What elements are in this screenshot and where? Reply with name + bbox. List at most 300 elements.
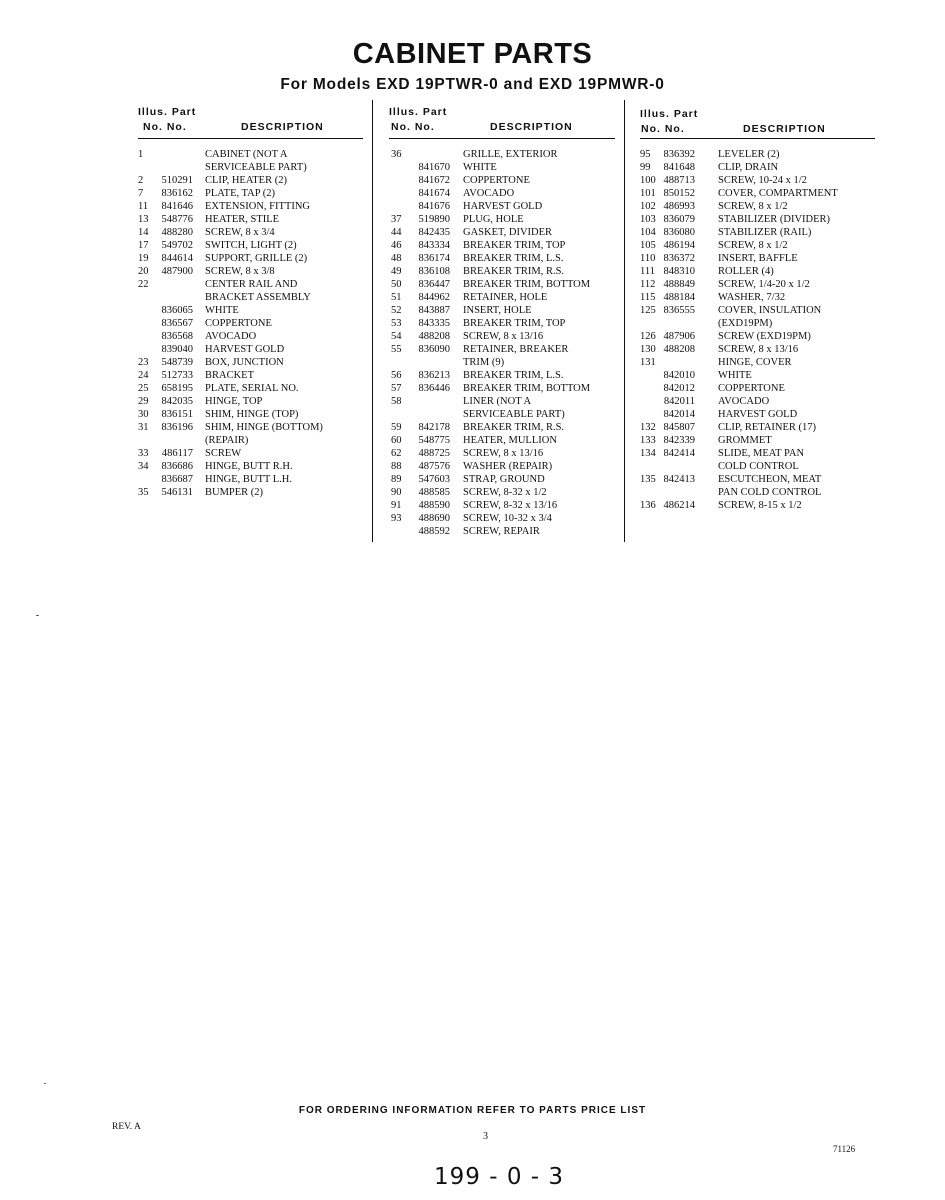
part-number: 512733 xyxy=(161,370,193,381)
header-no-no: No. No. xyxy=(391,121,435,133)
part-description: SUPPORT, GRILLE (2) xyxy=(205,253,308,264)
part-number: 488590 xyxy=(418,500,450,511)
part-description: CLIP, DRAIN xyxy=(718,162,779,173)
part-number: 836162 xyxy=(161,188,193,199)
illus-number: 110 xyxy=(640,253,656,264)
part-row xyxy=(138,291,363,304)
part-number: 836372 xyxy=(663,253,695,264)
illus-number: 93 xyxy=(391,513,402,524)
part-description: COLD CONTROL xyxy=(718,461,799,472)
part-number: 488280 xyxy=(161,227,193,238)
illus-number: 104 xyxy=(640,227,656,238)
part-description: WHITE xyxy=(463,162,497,173)
part-row xyxy=(138,148,363,161)
part-row xyxy=(389,486,615,499)
part-row xyxy=(389,356,615,369)
part-row xyxy=(640,447,875,460)
part-description: COVER, INSULATION xyxy=(718,305,822,316)
part-row xyxy=(640,369,875,382)
part-description: EXTENSION, FITTING xyxy=(205,201,310,212)
part-row xyxy=(640,330,875,343)
part-number: 836447 xyxy=(418,279,450,290)
part-number: 486214 xyxy=(663,500,695,511)
part-description: SCREW, 8 x 3/8 xyxy=(205,266,275,277)
illus-number: 2 xyxy=(138,175,144,186)
part-description: BREAKER TRIM, L.S. xyxy=(463,253,564,264)
part-row xyxy=(138,434,363,447)
part-number: 836065 xyxy=(161,305,193,316)
part-row xyxy=(389,421,615,434)
illus-number: 101 xyxy=(640,188,656,199)
part-description: RETAINER, BREAKER xyxy=(463,344,569,355)
part-number: 848310 xyxy=(663,266,695,277)
part-description: BRACKET ASSEMBLY xyxy=(205,292,311,303)
part-row xyxy=(138,460,363,473)
part-number: 487576 xyxy=(418,461,450,472)
part-description: RETAINER, HOLE xyxy=(463,292,548,303)
illus-number: 46 xyxy=(391,240,402,251)
part-number: 488690 xyxy=(418,513,450,524)
part-row xyxy=(389,460,615,473)
revision-label: REV. A xyxy=(112,1122,141,1132)
part-row xyxy=(138,421,363,434)
ordering-note: FOR ORDERING INFORMATION REFER TO PARTS PRICE LIST xyxy=(298,1105,647,1116)
part-description: INSERT, HOLE xyxy=(463,305,532,316)
part-row xyxy=(138,343,363,356)
illus-number: 60 xyxy=(391,435,402,446)
part-number: 836568 xyxy=(161,331,193,342)
part-row xyxy=(138,382,363,395)
part-row xyxy=(640,291,875,304)
part-number: 842339 xyxy=(663,435,695,446)
page-number: 3 xyxy=(483,1131,488,1142)
part-row xyxy=(389,161,615,174)
part-row xyxy=(138,278,363,291)
part-description: SCREW, 8-15 x 1/2 xyxy=(718,500,802,511)
part-number: 488849 xyxy=(663,279,695,290)
part-number: 842178 xyxy=(418,422,450,433)
part-row xyxy=(389,304,615,317)
parts-list xyxy=(138,148,363,499)
part-row xyxy=(640,187,875,200)
illus-number: 53 xyxy=(391,318,402,329)
part-description: COVER, COMPARTMENT xyxy=(718,188,838,199)
part-row xyxy=(138,265,363,278)
part-number: 488713 xyxy=(663,175,695,186)
illus-number: 133 xyxy=(640,435,656,446)
part-description: INSERT, BAFFLE xyxy=(718,253,798,264)
part-number: 841646 xyxy=(161,201,193,212)
part-number: 841672 xyxy=(418,175,450,186)
part-row xyxy=(640,408,875,421)
part-row xyxy=(389,343,615,356)
illus-number: 102 xyxy=(640,201,656,212)
illus-number: 23 xyxy=(138,357,149,368)
illus-number: 1 xyxy=(138,149,144,160)
part-row xyxy=(138,161,363,174)
part-row xyxy=(640,213,875,226)
part-description: SCREW, 8-32 x 1/2 xyxy=(463,487,547,498)
part-row xyxy=(138,330,363,343)
illus-number: 13 xyxy=(138,214,149,225)
scan-speck xyxy=(44,1083,46,1084)
parts-list xyxy=(640,148,875,512)
part-row xyxy=(138,226,363,239)
part-number: 546131 xyxy=(161,487,193,498)
illus-number: 51 xyxy=(391,292,402,303)
part-row xyxy=(640,317,875,330)
part-description: BOX, JUNCTION xyxy=(205,357,284,368)
illus-number: 88 xyxy=(391,461,402,472)
part-row xyxy=(138,486,363,499)
part-number: 842413 xyxy=(663,474,695,485)
part-description: SCREW, 8 x 13/16 xyxy=(463,448,544,459)
part-row xyxy=(640,200,875,213)
part-number: 841674 xyxy=(418,188,450,199)
part-number: 836446 xyxy=(418,383,450,394)
part-description: COPPERTONE xyxy=(718,383,785,394)
part-number: 842014 xyxy=(663,409,695,420)
header-illus-part: Illus. Part xyxy=(389,106,448,118)
part-row xyxy=(389,278,615,291)
part-row xyxy=(389,525,615,538)
illus-number: 135 xyxy=(640,474,656,485)
part-description: BRACKET xyxy=(205,370,255,381)
part-row xyxy=(138,174,363,187)
part-description: HINGE, BUTT L.H. xyxy=(205,474,293,485)
illus-number: 50 xyxy=(391,279,402,290)
part-description: SCREW, 10-32 x 3/4 xyxy=(463,513,552,524)
part-description: SCREW, 8 x 1/2 xyxy=(718,201,788,212)
column-divider xyxy=(624,100,625,542)
part-description: BREAKER TRIM, BOTTOM xyxy=(463,383,591,394)
part-number: 836090 xyxy=(418,344,450,355)
illus-number: 105 xyxy=(640,240,656,251)
illus-number: 62 xyxy=(391,448,402,459)
part-number: 488208 xyxy=(418,331,450,342)
part-row xyxy=(138,200,363,213)
part-row xyxy=(389,447,615,460)
part-number: 519890 xyxy=(418,214,450,225)
illus-number: 49 xyxy=(391,266,402,277)
part-description: SCREW, 8 x 13/16 xyxy=(463,331,544,342)
part-row xyxy=(389,395,615,408)
illus-number: 54 xyxy=(391,331,402,342)
part-description: GROMMET xyxy=(718,435,772,446)
part-number: 488592 xyxy=(418,526,450,537)
part-description: AVOCADO xyxy=(205,331,257,342)
part-row xyxy=(640,395,875,408)
part-number: 486194 xyxy=(663,240,695,251)
illus-number: 134 xyxy=(640,448,656,459)
part-description: ROLLER (4) xyxy=(718,266,774,277)
part-description: STABILIZER (RAIL) xyxy=(718,227,812,238)
header-description: DESCRIPTION xyxy=(490,121,573,133)
part-description: COPPERTONE xyxy=(463,175,530,186)
part-row xyxy=(640,486,875,499)
part-row xyxy=(138,252,363,265)
part-row xyxy=(389,265,615,278)
header-illus-part: Illus. Part xyxy=(640,108,699,120)
part-row xyxy=(389,226,615,239)
part-description: BREAKER TRIM, BOTTOM xyxy=(463,279,591,290)
part-description: GRILLE, EXTERIOR xyxy=(463,149,558,160)
header-rule xyxy=(389,138,615,139)
column-header xyxy=(138,106,363,140)
part-number: 842011 xyxy=(663,396,695,407)
part-description: PLATE, SERIAL NO. xyxy=(205,383,299,394)
part-number: 836687 xyxy=(161,474,193,485)
page-title: CABINET PARTS xyxy=(352,38,593,70)
part-number: 548775 xyxy=(418,435,450,446)
column-header xyxy=(640,106,875,140)
part-number: 843887 xyxy=(418,305,450,316)
illus-number: 34 xyxy=(138,461,149,472)
part-number: 836686 xyxy=(161,461,193,472)
header-no-no: No. No. xyxy=(641,123,685,135)
illus-number: 111 xyxy=(640,266,655,277)
part-number: 488208 xyxy=(663,344,695,355)
illus-number: 103 xyxy=(640,214,656,225)
part-row xyxy=(640,499,875,512)
scan-speck xyxy=(36,615,39,616)
part-description: SCREW, 8 x 1/2 xyxy=(718,240,788,251)
illus-number: 130 xyxy=(640,344,656,355)
header-illus-part: Illus. Part xyxy=(138,106,197,118)
part-number: 836151 xyxy=(161,409,193,420)
part-description: CLIP, RETAINER (17) xyxy=(718,422,817,433)
part-number: 839040 xyxy=(161,344,193,355)
part-description: BUMPER (2) xyxy=(205,487,264,498)
part-number: 850152 xyxy=(663,188,695,199)
part-row xyxy=(389,512,615,525)
part-row xyxy=(389,369,615,382)
part-number: 841670 xyxy=(418,162,450,173)
part-description: SCREW (EXD19PM) xyxy=(718,331,811,342)
illus-number: 36 xyxy=(391,149,402,160)
part-description: HARVEST GOLD xyxy=(718,409,798,420)
part-description: CENTER RAIL AND xyxy=(205,279,298,290)
parts-column-3 xyxy=(640,106,875,512)
illus-number: 115 xyxy=(640,292,656,303)
part-number: 487906 xyxy=(663,331,695,342)
part-description: WASHER (REPAIR) xyxy=(463,461,553,472)
part-description: LEVELER (2) xyxy=(718,149,780,160)
part-description: SCREW, 8 x 13/16 xyxy=(718,344,799,355)
part-description: COPPERTONE xyxy=(205,318,272,329)
part-row xyxy=(138,239,363,252)
part-number: 842012 xyxy=(663,383,695,394)
part-number: 486117 xyxy=(161,448,193,459)
part-row xyxy=(138,187,363,200)
part-row xyxy=(640,252,875,265)
part-description: BREAKER TRIM, R.S. xyxy=(463,422,565,433)
illus-number: 37 xyxy=(391,214,402,225)
part-number: 486993 xyxy=(663,201,695,212)
part-row xyxy=(389,473,615,486)
part-description: SCREW, 8 x 3/4 xyxy=(205,227,275,238)
part-description: WHITE xyxy=(205,305,239,316)
part-row xyxy=(389,187,615,200)
part-number: 836080 xyxy=(663,227,695,238)
page-subtitle: For Models EXD 19PTWR-0 and EXD 19PMWR-0 xyxy=(280,76,665,93)
illus-number: 31 xyxy=(138,422,149,433)
illus-number: 20 xyxy=(138,266,149,277)
part-number: 842435 xyxy=(418,227,450,238)
illus-number: 22 xyxy=(138,279,149,290)
illus-number: 7 xyxy=(138,188,144,199)
part-number: 842010 xyxy=(663,370,695,381)
illus-number: 29 xyxy=(138,396,149,407)
part-row xyxy=(138,356,363,369)
part-description: ESCUTCHEON, MEAT xyxy=(718,474,822,485)
part-description: SERVICEABLE PART) xyxy=(463,409,565,420)
part-row xyxy=(389,434,615,447)
part-description: SCREW, 10-24 x 1/2 xyxy=(718,175,807,186)
part-description: HINGE, TOP xyxy=(205,396,263,407)
part-description: HINGE, BUTT R.H. xyxy=(205,461,293,472)
part-number: 510291 xyxy=(161,175,193,186)
illus-number: 91 xyxy=(391,500,402,511)
part-row xyxy=(640,473,875,486)
part-description: CABINET (NOT A xyxy=(205,149,288,160)
part-description: STABILIZER (DIVIDER) xyxy=(718,214,831,225)
part-row xyxy=(389,213,615,226)
header-no-no: No. No. xyxy=(143,121,187,133)
part-row xyxy=(640,434,875,447)
illus-number: 58 xyxy=(391,396,402,407)
header-description: DESCRIPTION xyxy=(743,123,826,135)
part-row xyxy=(138,213,363,226)
part-description: HEATER, MULLION xyxy=(463,435,557,446)
part-number: 845807 xyxy=(663,422,695,433)
illus-number: 89 xyxy=(391,474,402,485)
part-description: HEATER, STILE xyxy=(205,214,280,225)
part-description: BREAKER TRIM, L.S. xyxy=(463,370,564,381)
part-number: 548776 xyxy=(161,214,193,225)
part-number: 841676 xyxy=(418,201,450,212)
part-row xyxy=(389,252,615,265)
part-description: PLATE, TAP (2) xyxy=(205,188,276,199)
part-description: STRAP, GROUND xyxy=(463,474,545,485)
header-description: DESCRIPTION xyxy=(241,121,324,133)
part-row xyxy=(389,317,615,330)
part-row xyxy=(640,174,875,187)
part-number: 488184 xyxy=(663,292,695,303)
illus-number: 33 xyxy=(138,448,149,459)
part-number: 844962 xyxy=(418,292,450,303)
illus-number: 52 xyxy=(391,305,402,316)
part-description: GASKET, DIVIDER xyxy=(463,227,553,238)
illus-number: 59 xyxy=(391,422,402,433)
part-number: 842035 xyxy=(161,396,193,407)
illus-number: 44 xyxy=(391,227,402,238)
illus-number: 100 xyxy=(640,175,656,186)
part-number: 836196 xyxy=(161,422,193,433)
part-description: WHITE xyxy=(718,370,752,381)
part-description: PLUG, HOLE xyxy=(463,214,524,225)
part-row xyxy=(640,148,875,161)
part-description: BREAKER TRIM, TOP xyxy=(463,240,566,251)
illus-number: 17 xyxy=(138,240,149,251)
part-row xyxy=(640,356,875,369)
illus-number: 126 xyxy=(640,331,656,342)
part-number: 836567 xyxy=(161,318,193,329)
illus-number: 112 xyxy=(640,279,656,290)
handwritten-number: 199 - 0 - 3 xyxy=(434,1164,565,1190)
part-description: HARVEST GOLD xyxy=(463,201,543,212)
part-row xyxy=(640,278,875,291)
part-row xyxy=(138,473,363,486)
part-row xyxy=(640,460,875,473)
illus-number: 99 xyxy=(640,162,651,173)
parts-list xyxy=(389,148,615,538)
part-number: 488585 xyxy=(418,487,450,498)
part-row xyxy=(640,382,875,395)
part-number: 843334 xyxy=(418,240,450,251)
illus-number: 136 xyxy=(640,500,656,511)
illus-number: 19 xyxy=(138,253,149,264)
part-description: TRIM (9) xyxy=(463,357,505,368)
part-description: HINGE, COVER xyxy=(718,357,792,368)
part-description: HARVEST GOLD xyxy=(205,344,285,355)
part-row xyxy=(640,343,875,356)
part-description: SLIDE, MEAT PAN xyxy=(718,448,805,459)
illus-number: 30 xyxy=(138,409,149,420)
part-row xyxy=(389,499,615,512)
part-description: SWITCH, LIGHT (2) xyxy=(205,240,297,251)
part-description: AVOCADO xyxy=(463,188,515,199)
illus-number: 95 xyxy=(640,149,651,160)
part-number: 842414 xyxy=(663,448,695,459)
part-description: LINER (NOT A xyxy=(463,396,532,407)
part-row xyxy=(389,382,615,395)
part-description: BREAKER TRIM, R.S. xyxy=(463,266,565,277)
part-number: 836174 xyxy=(418,253,450,264)
part-row xyxy=(389,148,615,161)
illus-number: 57 xyxy=(391,383,402,394)
part-number: 549702 xyxy=(161,240,193,251)
part-description: SERVICEABLE PART) xyxy=(205,162,307,173)
illus-number: 56 xyxy=(391,370,402,381)
illus-number: 35 xyxy=(138,487,149,498)
illus-number: 55 xyxy=(391,344,402,355)
part-number: 658195 xyxy=(161,383,193,394)
part-row xyxy=(640,226,875,239)
part-description: BREAKER TRIM, TOP xyxy=(463,318,566,329)
part-number: 487900 xyxy=(161,266,193,277)
part-row xyxy=(640,421,875,434)
part-number: 841648 xyxy=(663,162,695,173)
part-row xyxy=(640,304,875,317)
part-description: AVOCADO xyxy=(718,396,770,407)
part-description: SCREW xyxy=(205,448,242,459)
part-number: 488725 xyxy=(418,448,450,459)
part-description: WASHER, 7/32 xyxy=(718,292,786,303)
part-description: SHIM, HINGE (BOTTOM) xyxy=(205,422,323,433)
column-divider xyxy=(372,100,373,542)
part-row xyxy=(389,408,615,421)
part-row xyxy=(138,317,363,330)
part-number: 547603 xyxy=(418,474,450,485)
part-description: CLIP, HEATER (2) xyxy=(205,175,287,186)
document-code: 71126 xyxy=(833,1144,856,1154)
illus-number: 14 xyxy=(138,227,149,238)
illus-number: 90 xyxy=(391,487,402,498)
part-number: 548739 xyxy=(161,357,193,368)
part-row xyxy=(138,369,363,382)
part-number: 844614 xyxy=(161,253,193,264)
